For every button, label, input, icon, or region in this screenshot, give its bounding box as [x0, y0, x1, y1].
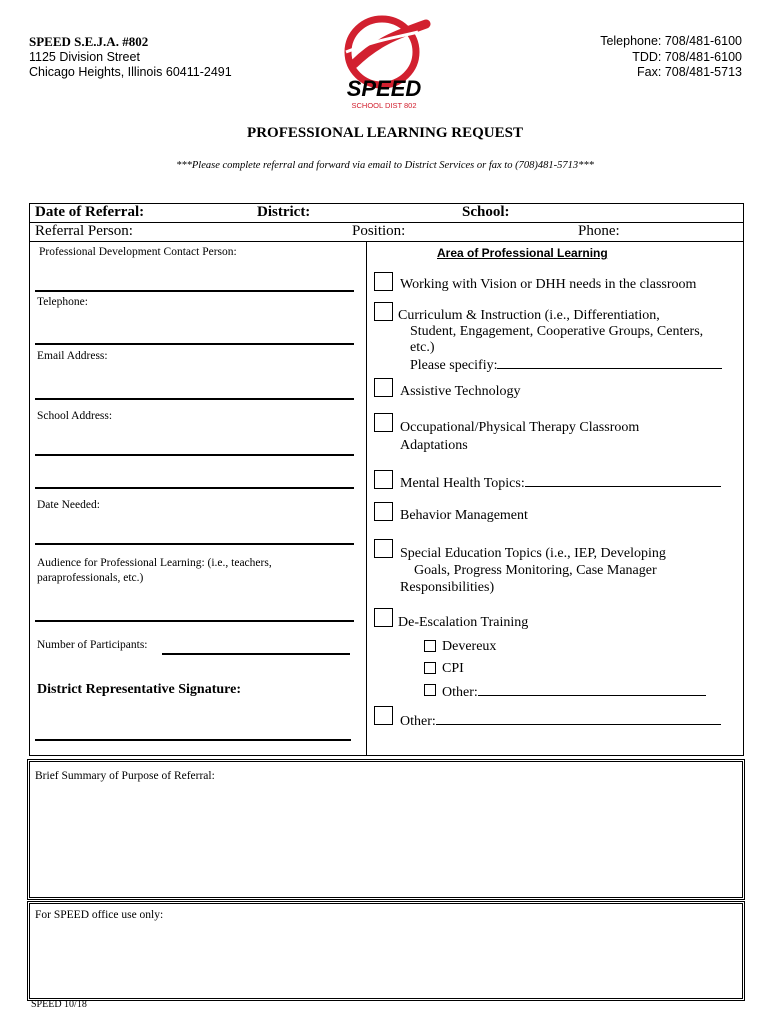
district-label: District: — [257, 204, 311, 220]
deescalation-checkbox[interactable] — [374, 608, 393, 627]
sped-line-1: Special Education Topics (i.e., IEP, Developing — [400, 546, 666, 561]
school-address-label: School Address: — [37, 410, 113, 422]
page-title: PROFESSIONAL LEARNING REQUEST — [247, 125, 523, 141]
org-city: Chicago Heights, Illinois 60411-2491 — [29, 65, 232, 79]
org-fax: Fax: 708/481-5713 — [637, 65, 742, 79]
vision-option: Working with Vision or DHH needs in the classroom — [400, 277, 697, 292]
sped-line-2: Goals, Progress Monitoring, Case Manager — [414, 563, 657, 578]
deescalation-option: De-Escalation Training — [398, 615, 529, 630]
other-sub-label: Other: — [442, 685, 478, 700]
cpi-option: CPI — [442, 661, 464, 676]
ot-pt-checkbox[interactable] — [374, 413, 393, 432]
assistive-checkbox[interactable] — [374, 378, 393, 397]
ot-pt-line-1: Occupational/Physical Therapy Classroom — [400, 420, 640, 435]
summary-label: Brief Summary of Purpose of Referral: — [35, 770, 215, 782]
org-address — [29, 34, 232, 81]
devereux-checkbox[interactable] — [424, 640, 436, 652]
please-specify-label: Please specifiy: — [410, 358, 498, 373]
pd-contact-field[interactable] — [35, 290, 354, 292]
curriculum-line-4 — [398, 356, 722, 374]
num-participants-field[interactable] — [162, 653, 350, 655]
other-sub-checkbox[interactable] — [424, 684, 436, 696]
footer-version: SPEED 10/18 — [31, 999, 87, 1010]
curriculum-line-3: etc.) — [410, 340, 435, 355]
logo-text: SPEED — [346, 76, 422, 101]
sped-checkbox[interactable] — [374, 539, 393, 558]
behavior-checkbox[interactable] — [374, 502, 393, 521]
org-name: SPEED S.E.J.A. #802 — [29, 34, 149, 49]
audience-label-line-1: Audience for Professional Learning: (i.e., teachers, — [37, 557, 272, 569]
speed-logo — [336, 12, 432, 112]
date-needed-label: Date Needed: — [37, 499, 100, 511]
audience-field[interactable] — [35, 620, 354, 622]
sped-option — [400, 545, 666, 596]
email-field[interactable] — [35, 398, 354, 400]
curriculum-checkbox[interactable] — [374, 302, 393, 321]
cpi-checkbox[interactable] — [424, 662, 436, 674]
other-field[interactable] — [436, 712, 721, 725]
mental-health-label: Mental Health Topics: — [400, 476, 525, 491]
area-heading: Area of Professional Learning — [437, 246, 608, 260]
org-street: 1125 Division Street — [29, 49, 140, 64]
signature-field[interactable] — [35, 739, 351, 741]
other-sub-option — [442, 683, 706, 701]
mental-health-checkbox[interactable] — [374, 470, 393, 489]
other-label: Other: — [400, 714, 436, 729]
curriculum-line-1: Curriculum & Instruction (i.e., Differentiation, — [398, 308, 660, 323]
assistive-option: Assistive Technology — [400, 384, 521, 399]
please-specify-field[interactable] — [497, 356, 722, 369]
sped-line-3: Responsibilities) — [400, 580, 495, 595]
audience-label — [37, 556, 272, 586]
date-of-referral-label: Date of Referral: — [35, 204, 145, 220]
telephone-field[interactable] — [35, 343, 354, 345]
vision-checkbox[interactable] — [374, 272, 393, 291]
logo-subtext: SCHOOL DIST 802 — [351, 101, 417, 110]
org-contacts — [600, 34, 742, 81]
office-use-label: For SPEED office use only: — [35, 909, 164, 921]
org-telephone: Telephone: 708/481-6100 — [600, 34, 742, 48]
position-label: Position: — [352, 223, 406, 239]
num-participants-label: Number of Participants: — [37, 639, 148, 651]
pd-contact-label: Professional Development Contact Person: — [39, 246, 237, 258]
telephone-label: Telephone: — [37, 296, 88, 308]
instructions: ***Please complete referral and forward via email to District Services or fax to (708)481-5713*** — [176, 160, 594, 171]
curriculum-option — [398, 308, 722, 374]
audience-label-line-2: paraprofessionals, etc.) — [37, 572, 144, 584]
other-checkbox[interactable] — [374, 706, 393, 725]
school-address-field-1[interactable] — [35, 454, 354, 456]
other-sub-field[interactable] — [478, 683, 706, 696]
signature-label: District Representative Signature: — [37, 682, 241, 697]
date-needed-field[interactable] — [35, 543, 354, 545]
referral-person-label: Referral Person: — [35, 223, 133, 239]
school-address-field-2[interactable] — [35, 487, 354, 489]
ot-pt-line-2: Adaptations — [400, 438, 468, 453]
devereux-option: Devereux — [442, 639, 497, 654]
other-option — [400, 712, 721, 730]
ot-pt-option — [400, 419, 639, 455]
org-tdd: TDD: 708/481-6100 — [632, 49, 742, 64]
school-label: School: — [462, 204, 510, 220]
phone-label: Phone: — [578, 223, 620, 239]
behavior-option: Behavior Management — [400, 508, 528, 523]
mental-health-field[interactable] — [525, 474, 721, 487]
mental-health-option — [400, 474, 721, 492]
email-label: Email Address: — [37, 350, 108, 362]
curriculum-line-2: Student, Engagement, Cooperative Groups, Centers, — [410, 324, 704, 339]
